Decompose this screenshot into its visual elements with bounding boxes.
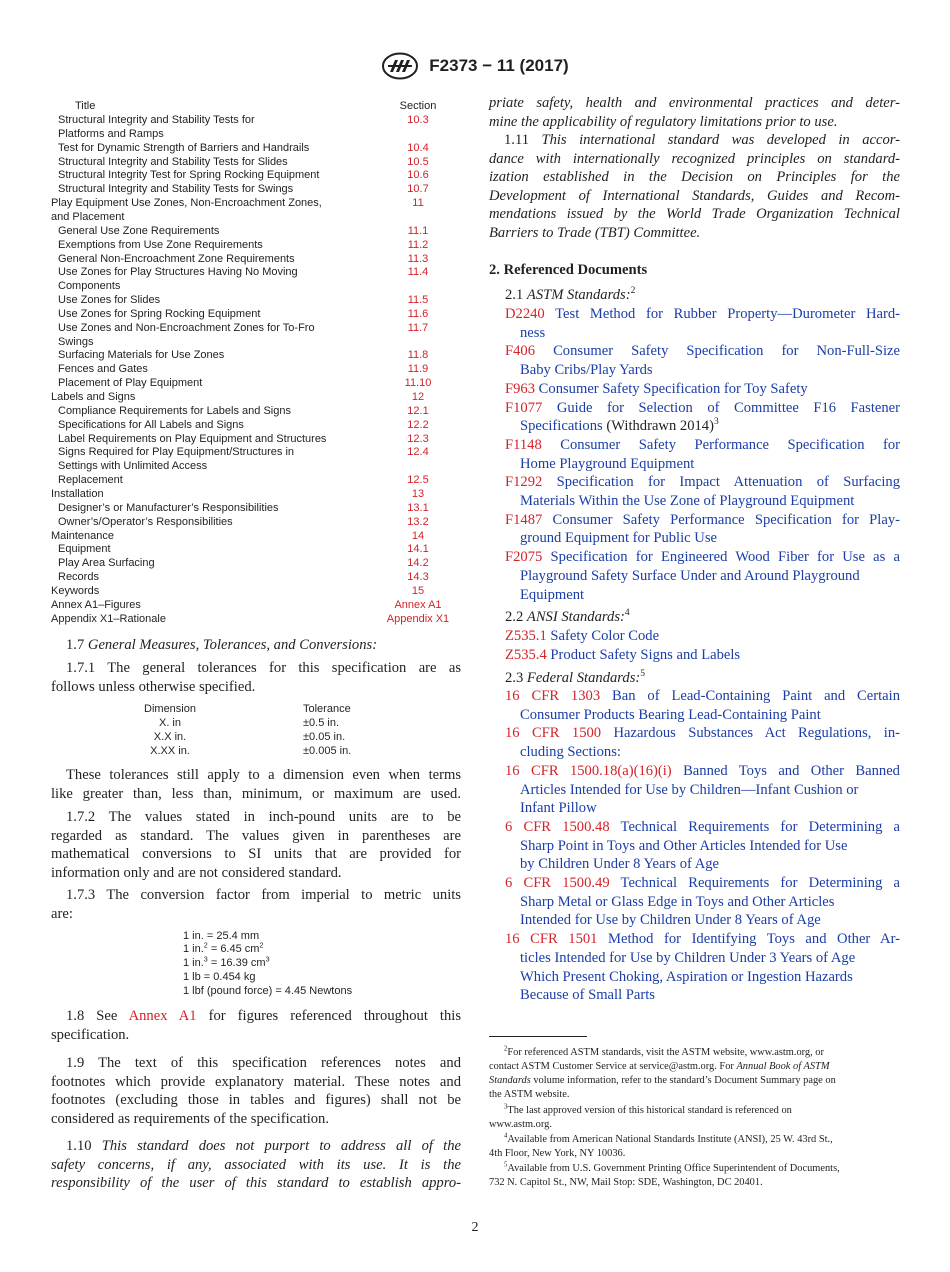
reference-item[interactable] (505, 305, 900, 342)
reference-title-continued[interactable]: ness (520, 324, 546, 341)
toc-title: Use Zones and Non-Encroachment Zones for To-Fro (58, 321, 315, 334)
reference-code[interactable]: 16 CFR 1501 (505, 931, 598, 948)
toc-section-link[interactable]: 11.3 (407, 252, 429, 265)
toc-title: Appendix X1–Rationale (51, 612, 166, 625)
reference-item[interactable] (505, 511, 900, 548)
toc-title: Swings (58, 335, 94, 348)
toc-section-link[interactable]: 12.3 (407, 432, 429, 445)
toc-title: Labels and Signs (51, 391, 136, 403)
toc-title: Components (58, 280, 121, 293)
toc-title: Use Zones for Play Structures Having No Moving (58, 266, 298, 279)
toc-section-link[interactable]: 11 (412, 197, 424, 210)
footnote-divider (489, 1036, 587, 1037)
section-1-7-3: 1.7.3 The conversion factor from imperial to metric units are: (51, 887, 461, 922)
toc-title: Keywords (51, 584, 100, 597)
reference-title-continued[interactable]: ticles Intended for Use by Children Under 3 Years of Age (520, 949, 856, 966)
toc-section-link[interactable]: 12.2 (407, 418, 429, 431)
section-1-10-continued: priate safety, health and environmental practices and deter- mine the applicability of regulatory limitations prior to use. (489, 95, 900, 130)
document-designation: F2373 − 11 (2017) (429, 56, 569, 75)
toc-title: Structural Integrity and Stability Tests for Swings (58, 183, 294, 196)
reference-title[interactable]: Product Safety Signs and Labels (550, 647, 741, 663)
reference-code[interactable]: F406 (505, 343, 536, 360)
toc-title: Play Equipment Use Zones, Non-Encroachment Zones, (51, 197, 322, 210)
reference-code[interactable]: F1077 (505, 399, 543, 416)
section-1-7-heading: 1.7 General Measures, Tolerances, and Conversions: (66, 637, 378, 653)
table-cell: ±0.5 in. (303, 717, 340, 729)
toc-title: and Placement (51, 210, 125, 223)
conversion-item: 1 in. = 25.4 mm (183, 930, 260, 942)
section-2-2-heading: 2.2 ANSI Standards:$^4$ (505, 608, 630, 625)
toc-title: Signs Required for Play Equipment/Structures in (58, 446, 295, 459)
table-cell: X.X in. (153, 731, 187, 743)
reference-item[interactable] (505, 874, 900, 930)
toc-section-link[interactable]: 13.2 (407, 515, 429, 528)
toc-title: Surfacing Materials for Use Zones (58, 349, 225, 362)
reference-title[interactable]: Guide for Selection of Committee F16 Fastener (556, 399, 900, 416)
reference-code[interactable]: 16 CFR 1303 (505, 688, 601, 704)
reference-title[interactable]: Banned Toys and Other Banned (683, 762, 900, 779)
toc-title: Installation (51, 487, 104, 500)
reference-item[interactable] (505, 342, 900, 379)
toc-title: Annex A1–Figures (51, 598, 141, 611)
section-1-7-2: 1.7.2 The values stated in inch-pound units are to be regarded as standard. The values given in parentheses are mathematical conversions to SI units that are provided for information only and are not considered standard. (51, 809, 461, 881)
reference-title-continued[interactable]: cluding Sections: (520, 744, 621, 761)
reference-code[interactable]: F2075 (505, 549, 543, 566)
toc-section-link[interactable]: 15 (411, 584, 425, 597)
reference-item[interactable] (505, 724, 900, 761)
toc-section-link[interactable]: 11.9 (407, 363, 429, 376)
annex-a1-link[interactable]: Annex A1 (128, 1008, 197, 1024)
toc-title: Settings with Unlimited Access (58, 460, 208, 473)
toc-section-link[interactable]: 13.1 (407, 501, 429, 514)
toc-title: Platforms and Ramps (58, 127, 164, 140)
toc-section-link[interactable]: 11.5 (407, 294, 429, 307)
reference-code[interactable]: 16 CFR 1500.18(a)(16)(i) (505, 762, 672, 779)
reference-code[interactable]: 6 CFR 1500.49 (505, 875, 610, 891)
toc-title: Fences and Gates (58, 363, 148, 376)
toc-section-link[interactable]: 12.1 (407, 404, 429, 417)
footnote-5: $^5$Available from U.S. Government Printing Office Superintendent of Documents, 732 N. Capitol St., NW, Mail Stop: SDE, Washington, DC 20401. (489, 1161, 840, 1188)
reference-title-continued[interactable]: Consumer Products Bearing Lead-Containing Paint (520, 706, 821, 723)
toc-title: Compliance Requirements for Labels and Signs (58, 404, 291, 417)
tolerance-header-dimension: Dimension (144, 703, 196, 715)
table-cell: X. in (158, 717, 181, 729)
toc-section-link[interactable]: 11.10 (404, 377, 432, 390)
toc-title: Equipment (58, 543, 111, 556)
toc-section-link[interactable]: 14.2 (407, 557, 429, 570)
toc-section-link[interactable]: 11.4 (407, 266, 429, 279)
toc-title: Replacement (58, 474, 123, 487)
footnote-2: $^2$For referenced ASTM standards, visit the ASTM website, www.astm.org, or contact ASTM Customer Service at service@astm.org. For Annual Book of ASTM Standards volume information, refer to the standard’s Document Summary page on the ASTM website. (489, 1045, 836, 1100)
reference-title[interactable]: Technical Requirements for Determining a (620, 875, 901, 891)
toc-section-link[interactable]: 10.5 (407, 155, 429, 168)
reference-item[interactable] (505, 762, 900, 818)
toc-section-link[interactable]: 10.4 (407, 141, 429, 154)
section-2-1-heading: 2.1 ASTM Standards:$^2$ (505, 286, 636, 303)
reference-title[interactable]: Specification for Engineered Wood Fiber for Use as a (550, 549, 901, 566)
toc-title: Maintenance (51, 529, 114, 542)
toc-title: Owner’s/Operator’s Responsibilities (58, 515, 233, 528)
reference-code[interactable]: F1292 (505, 474, 543, 491)
toc-header-title: Title (75, 100, 96, 112)
reference-item[interactable] (505, 380, 900, 399)
reference-title-continued[interactable]: Baby Cribs/Play Yards (520, 362, 653, 379)
reference-title-continued[interactable]: Because of Small Parts (520, 987, 655, 1004)
toc-section-link[interactable]: 13 (411, 487, 425, 500)
toc-section-link[interactable]: 11.2 (407, 238, 429, 251)
tolerance-header-tolerance: Tolerance (303, 703, 351, 715)
reference-title-continued[interactable]: ground Equipment for Public Use (520, 530, 717, 547)
toc-title: Placement of Play Equipment (58, 377, 203, 390)
reference-title-continued[interactable]: Materials Within the Use Zone of Playground Equipment (520, 493, 855, 509)
toc-section-link[interactable]: 11.6 (407, 307, 429, 320)
toc-title: Label Requirements on Play Equipment and Structures (58, 432, 327, 445)
reference-code[interactable]: 16 CFR 1500 (505, 725, 602, 742)
reference-code[interactable]: 6 CFR 1500.48 (505, 818, 610, 835)
reference-title[interactable]: Consumer Safety Specification for Non-Full-Size (553, 343, 900, 360)
table-cell: ±0.005 in. (303, 745, 352, 757)
conversion-item: 1 lb = 0.454 kg (183, 971, 256, 983)
reference-title-continued[interactable]: Intended for Use by Children Under 8 Years of Age (520, 912, 821, 929)
toc-title: Test for Dynamic Strength of Barriers and Handrails (58, 141, 310, 154)
toc-section-link[interactable]: 10.3 (407, 114, 429, 126)
reference-title[interactable]: Method for Identifying Toys and Other Ar- (608, 931, 900, 948)
reference-item[interactable] (505, 930, 900, 1005)
reference-item[interactable] (505, 436, 900, 473)
reference-title[interactable]: Consumer Safety Performance Specification for (560, 436, 900, 453)
toc-section-link[interactable]: 12 (411, 391, 425, 403)
footnote-3: $^3$The last approved version of this historical standard is referenced on www.astm.org. (489, 1103, 792, 1130)
reference-title[interactable]: Technical Requirements for Determining a (620, 818, 901, 835)
toc-section-link[interactable]: 12.5 (407, 474, 429, 487)
reference-title[interactable]: Consumer Safety Performance Specification for Play- (552, 511, 900, 528)
reference-title[interactable]: Consumer Safety Specification for Toy Safety (538, 380, 808, 397)
table-cell: X.XX in. (150, 745, 190, 757)
reference-item[interactable] (505, 399, 900, 436)
toc-title: General Non-Encroachment Zone Requirements (58, 252, 295, 265)
reference-title-continued[interactable]: Playground Safety Surface Under and Around Playground (520, 567, 860, 584)
reference-code[interactable]: F1487 (505, 511, 543, 528)
toc-section-link[interactable]: 11.1 (407, 224, 429, 237)
reference-title[interactable]: Specification for Impact Attenuation of Surfacing (556, 474, 900, 491)
reference-title-continued[interactable]: Specifications (Withdrawn 2014)$^3$ (520, 417, 719, 435)
toc-title: Use Zones for Slides (58, 294, 161, 307)
reference-title-continued[interactable]: Equipment (520, 586, 585, 603)
section-1-10: 1.10 This standard does not purport to address all of the safety concerns, if any, associated with its use. It is the responsibility of the user of this standard to establish appro- (51, 1138, 461, 1192)
reference-title[interactable]: Test Method for Rubber Property—Durometer Hard- (555, 306, 901, 322)
page-header (0, 52, 950, 80)
toc-title: General Use Zone Requirements (58, 224, 220, 237)
toc-title: Designer’s or Manufacturer’s Responsibilities (58, 501, 279, 514)
toc-section-link[interactable]: 14.3 (407, 571, 429, 584)
toc-section-link[interactable]: 14.1 (407, 543, 429, 556)
reference-title-continued[interactable]: by Children Under 8 Years of Age (520, 856, 720, 873)
section-1-11: 1.11 This international standard was developed in accor- dance with internationally recognized principles on standard- ization established in the Decision on Principles for the Development of International Standards, Guides and Recom- mendations issued by the World Trade Organization Technical Barriers to Trade (TBT) Committee. (489, 132, 900, 241)
table-cell: ±0.05 in. (303, 731, 346, 743)
reference-title[interactable]: Ban of Lead-Containing Paint and Certain (612, 688, 900, 704)
reference-item[interactable] (505, 473, 900, 510)
reference-title-continued[interactable]: Sharp Point in Toys and Other Articles Intended for Use (520, 837, 848, 854)
reference-title-continued[interactable]: Which Present Choking, Aspiration or Ingestion Hazards (520, 968, 853, 985)
toc-section-link[interactable]: 14 (411, 529, 425, 542)
section-1-8: 1.8 See Annex A1 for figures referenced throughout this specification. (51, 1008, 461, 1043)
toc-section-link[interactable]: Appendix X1 (386, 612, 450, 625)
page-number: 2 (471, 1220, 479, 1235)
reference-item[interactable] (505, 646, 900, 665)
toc-title: Records (58, 571, 99, 584)
reference-code[interactable]: Z535.1 (505, 628, 547, 644)
tolerance-note: These tolerances still apply to a dimension even when terms like greater than, less than, minimum, or maximum are used. (51, 767, 461, 802)
toc-header-section: Section (399, 100, 437, 112)
reference-item[interactable] (505, 548, 900, 604)
reference-item[interactable] (505, 687, 900, 724)
reference-code[interactable]: Z535.4 (505, 647, 547, 663)
footnote-4: $^4$Available from American National Standards Institute (ANSI), 25 W. 43rd St., 4th Floor, New York, NY 10036. (489, 1132, 833, 1159)
section-2-heading: 2. Referenced Documents (489, 262, 648, 278)
reference-title[interactable]: Safety Color Code (550, 628, 660, 644)
toc-title: Structural Integrity and Stability Tests for Slides (58, 155, 288, 168)
conversion-item: 1 in.$^3$ = 16.39 $cm^3$ (183, 955, 270, 969)
conversion-item: 1 lbf (pound force) = 4.45 Newtons (183, 985, 353, 997)
toc-title: Use Zones for Spring Rocking Equipment (58, 307, 261, 320)
reference-item[interactable] (505, 818, 900, 874)
toc-section-link[interactable]: 11.7 (407, 321, 429, 334)
section-2-3-heading: 2.3 Federal Standards:$^5$ (505, 669, 646, 686)
toc-title: Specifications for All Labels and Signs (58, 418, 244, 431)
section-1-7-1: 1.7.1 The general tolerances for this specification are as follows unless otherwise specified. (51, 660, 461, 695)
toc-title: Structural Integrity and Stability Tests for (58, 114, 255, 126)
toc-section-link[interactable]: Annex A1 (394, 598, 442, 611)
toc-section-link[interactable]: 11.8 (407, 349, 429, 362)
reference-title-continued[interactable]: Infant Pillow (520, 800, 597, 817)
reference-code[interactable]: F963 (505, 380, 536, 397)
toc-title: Exemptions from Use Zone Requirements (58, 238, 263, 251)
toc-title: Play Area Surfacing (58, 557, 155, 570)
reference-item[interactable] (505, 627, 900, 646)
section-1-9: 1.9 The text of this specification references notes and footnotes which provide explanatory material. These notes and footnotes (excluding those in tables and figures) shall not be considered as requirements of the specification. (51, 1055, 461, 1127)
reference-title[interactable]: Hazardous Substances Act Regulations, in- (613, 725, 900, 742)
toc-section-link[interactable]: 12.4 (407, 446, 429, 459)
toc-section-link[interactable]: 10.6 (407, 169, 429, 182)
reference-title-continued[interactable]: Home Playground Equipment (520, 455, 695, 472)
reference-title-continued[interactable]: Articles Intended for Use by Children—Infant Cushion or (520, 781, 859, 798)
astm-logo-icon (381, 52, 419, 80)
reference-code[interactable]: D2240 (505, 306, 545, 322)
reference-title-continued[interactable]: Sharp Metal or Glass Edge in Toys and Other Articles (520, 893, 835, 910)
toc-section-link[interactable]: 10.7 (407, 183, 429, 196)
conversion-item: 1 in.$^2$ = 6.45 $cm^2$ (183, 941, 264, 955)
reference-code[interactable]: F1148 (505, 436, 542, 453)
toc-title: Structural Integrity Test for Spring Rocking Equipment (58, 169, 320, 182)
